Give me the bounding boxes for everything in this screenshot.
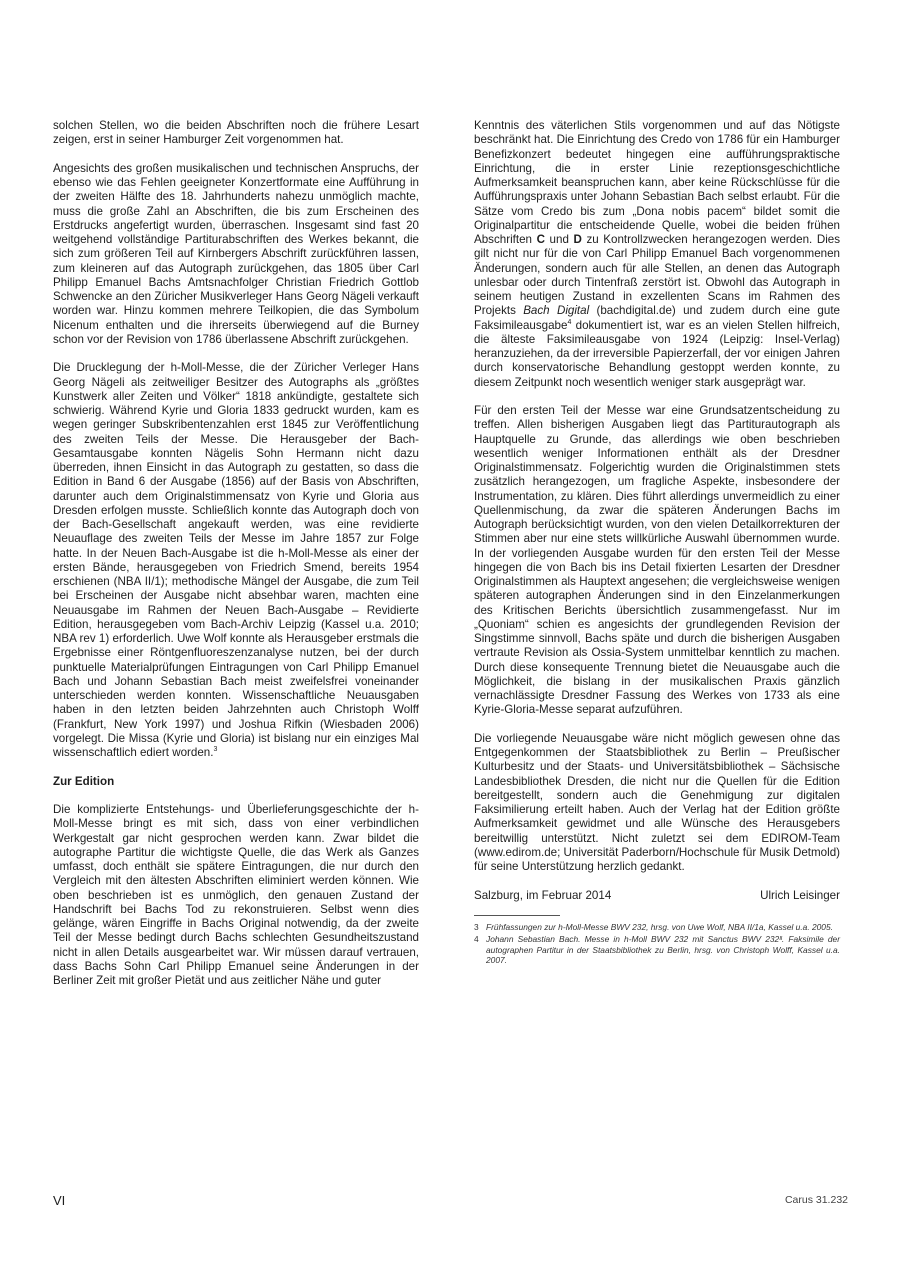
footnotes (474, 922, 840, 966)
signature-line (474, 889, 840, 903)
paragraph-sources-text-b: zu Kontrollzwecken herangezogen werden. Dies gilt nicht nur für die von Carl Philipp Emanuel Bach vorgenommenen Änderungen, sondern auch für alle Stellen, an denen das Autograph unlesbar oder durch Tintenfraß zerstört ist. Obwohl das Autograph in seinem heutigen Zustand in exzellenten Scans im Rahmen des Projekts (474, 233, 841, 318)
footnote-number: 3 (474, 921, 479, 932)
right-column (474, 119, 840, 967)
paragraph-acknowledgements: Die vorliegende Neuausgabe wäre nicht möglich gewesen ohne das Entgegenkommen der Staatsbibliothek zu Berlin – Preußischer Kulturbesitz und der Staats- und Universitätsbibliothek – Sächsische Landesbibliothek Dresden, die nicht nur die Quellen für die Edition bereitgestellt, sondern auch die Genehmigung zur digitalen Faksimilierung erteilt haben. Auch der Verlag hat der Edition größte Aufmerksamkeit gewidmet und alle Wünsche des Herausgebers bereitwillig unterstützt. Nicht zuletzt sei dem EDIROM-Team (www.edirom.de; Universität Paderborn/Hochschule für Musik Detmold) für seine Unterstützung herzlich gedankt. (474, 731, 840, 873)
place-date: Salzburg, im Februar 2014 (474, 888, 612, 902)
page-number: VI (53, 1193, 66, 1208)
paragraph-sources-text-c: (bachdigital.de) und zudem durch eine gute Faksimileausgabe (474, 304, 840, 332)
paragraph-sources (474, 119, 840, 390)
author-name: Ulrich Leisinger (760, 888, 840, 902)
paragraph-sources-text-a: Kenntnis des väterlichen Stils vorgenommen und auf das Nötigste beschränkt hat. Die Einrichtung des Credo von 1786 für ein Hamburger Benefizkonzert bedeutet hingegen eine aufführungspraktische Einrichtung, die in erster Linie rezeptionsgeschichtliche Aufmerksamkeit beanspruchen kann, aber keine Rückschlüsse für die Aufführungspraxis unter Johann Sebastian Bach selbst erlaubt. Für die Sätze vom Credo bis zum „Dona nobis pacem“ bildet somit die Originalpartitur die entscheidende Quelle, wobei die beiden frühen Abschriften (474, 119, 840, 246)
paragraph-sources-und: und (544, 233, 574, 246)
footnote (474, 922, 840, 932)
project-name: Bach Digital (523, 304, 590, 318)
section-heading-zur-edition: Zur Edition (53, 774, 115, 788)
footnote (474, 934, 840, 965)
footnote-text: Johann Sebastian Bach. Messe in h-Moll BWV 232 mit Sanctus BWV 232ᴵᴵ. Faksimile der autographen Partitur in der Staatsbibliothek zu Berlin, hrsg. von Christoph Wolff, Kassel u.a. 2007. (486, 934, 840, 965)
paragraph-publication-text: Die Drucklegung der h-Moll-Messe, die der Züricher Verleger Hans Georg Nägeli als zeitweiliger Besitzer des Autographs als „größtes Kunstwerk aller Zeiten und Völker“ 1818 ankündigte, gestaltete sich schwierig. Während Kyrie und Gloria 1833 gedruckt wurden, kam es wegen geringer Subskribentenzahlen erst 1845 zur Veröffentlichung des zweiten Teils der Messe. Die Herausgeber der Bach-Gesamtausgabe konnten Nägelis Sohn Hermann nicht dazu überreden, ihnen Einsicht in das Autograph zu gestatten, so dass die Edition in Band 6 der Ausgabe (1856) auf der Basis von Abschriften, darunter auch dem Originalstimmensatz von Kyrie und Gloria aus Dresden erfolgen musste. Schließlich konnte das Autograph doch von der Bach-Gesellschaft angekauft werden, was eine revidierte Neuauflage des zweiten Teils der Messe im Jahre 1857 zur Folge hatte. In der Neuen Bach-Ausgabe ist die h-Moll-Messe als einer der ersten Bände, herausgegeben von Friedrich Smend, bereits 1954 erschienen (NBA II/1); methodische Mängel der Ausgabe, die zum Teil bei Erscheinen der Ausgabe nicht absehbar waren, machten eine Neuausgabe im Rahmen der Neuen Bach-Ausgabe – Revidierte Edition, herausgegeben vom Bach-Archiv Leipzig (Kassel u.a. 2010; NBA rev 1) erforderlich. Uwe Wolf konnte als Herausgeber erstmals die Ergebnisse einer Röntgenfluoreszenzanalyse nutzen, bei der durch punktuelle Materialprüfungen Eintragungen von Carl Philipp Emanuel Bach und Johann Sebastian Bach meist zweifelsfrei voneinander unterschieden werden konnten. Wissenschaftliche Neuausgaben haben in den letzten beiden Jahrzehnten auch Christoph Wolff (Frankfurt, New York 1997) und Joshua Rifkin (Wiesbaden 2006) vorgelegt. Die Missa (Kyrie und Gloria) ist bislang nur ein einziges Mal wissenschaftlich ediert worden. (53, 361, 419, 759)
paragraph-edition: Die komplizierte Entstehungs- und Überlieferungsgeschichte der h-Moll-Messe bringt es mit sich, dass von einer verbindlichen Werkgestalt gar nicht gesprochen werden kann. Zwar bildet die autographe Partitur die wichtigste Quelle, die das Werk als Ganzes umfasst, doch enthält sie spätere Eintragungen, die nur durch den Vergleich mit den ältesten Abschriften eliminiert werden können. Wie oben beschrieben ist es unmöglich, den genauen Zustand der Handschrift bei Bachs Tod zu rekonstruieren. Selbst wenn dies gelänge, wären Eingriffe in Bachs Original notwendig, da der zweite Teil der Messe bedingt durch Bachs schlechten Gesundheitszustand nicht in allen Details ausgearbeitet war. Wir müssen darauf vertrauen, dass Bachs Sohn Carl Philipp Emanuel seine Änderungen in der Berliner Zeit mit großer Pietät und aus zeitlicher Nähe und guter (53, 803, 419, 987)
source-siglum-d: D (573, 233, 582, 246)
paragraph-sources-text-d: dokumentiert ist, war es an vielen Stellen hilfreich, die älteste Faksimileausgabe von 1924 (Leipzig: Insel-Verlag) heranzuziehen, da der irreversible Papierzerfall, der vor einigen Jahren durch konservatorische Behandlung gestoppt werden konnte, zu diesem Zeitpunkt noch wesentlich weniger stark ausgeprägt war. (474, 318, 840, 389)
paragraph-first-part: Für den ersten Teil der Messe war eine Grundsatzentscheidung zu treffen. Allen bisherigen Ausgaben liegt das Partiturautograph als Hauptquelle zu Grunde, das allerdings wie oben beschrieben wesentlich weniger Informationen enthält als der Dresdner Originalstimmensatz. Folgerichtig wurden die Originalstimmen stets zusätzlich herangezogen, um fragliche Aspekte, insbesondere der Instrumentation, zu klären. Dies führt allerdings unvermeidlich zu einer Quellenmischung, da zwar die späteren Änderungen Bachs im Autograph berücksichtigt wurden, von den vielen Detailkorrekturen der Stimmen aber nur eine stets willkürliche Auswahl übernommen wurde. In der vorliegenden Ausgabe wurden für den ersten Teil der Messe hingegen die von Bach bis ins Detail fixierten Lesarten der Dresdner Originalstimmen als Hauptext angesehen; die vergleichsweise wenigen späteren autographen Änderungen sind in den Einzelanmerkungen des Kritischen Berichts übersichtlich zusammengefasst. Nur im „Quoniam“ schien es angesichts der grundlegenden Revision der Singstimme sinnvoll, Bachs späte und durch die bisherigen Ausgaben vertraute Revision als Ossia-System unmittelbar kenntlich zu machen. Durch diese konsequente Trennung bietet die Neuausgabe auch die Möglichkeit, die bislang in der musikalischen Praxis gänzlich vernachlässigte Dresdner Fassung des Werkes von 1733 als eine Kyrie-Gloria-Messe separat aufzuführen. (474, 404, 840, 717)
catalog-number: Carus 31.232 (784, 1194, 848, 1206)
footnote-text: Frühfassungen zur h-Moll-Messe BWV 232, hrsg. von Uwe Wolf, NBA II/1a, Kassel u.a. 2005. (486, 921, 833, 932)
footnote-ref-3: 3 (213, 746, 218, 754)
paragraph-publication (53, 361, 419, 760)
footnote-number: 4 (474, 934, 479, 945)
paragraph-copies: Angesichts des großen musikalischen und technischen Anspruchs, der ebenso wie das Fehlen geeigneter Konzertformate eine Aufführung in der zweiten Hälfte des 18. Jahrhunderts nahezu unmöglich machte, muss die große Zahl an Abschriften, die bis zum Erscheinen des Erstdrucks angefertigt wurden, überraschen. Insgesamt sind fast 20 weitgehend vollständige Partiturabschriften des Werkes bekannt, die sich zum größeren Teil auf Kirnbergers Abschrift zurückführen lassen, zum kleineren auf das Autograph zurückgehen, das 1805 über Carl Philipp Emanuel Bachs Amtsnachfolger Christian Friedrich Gottlob Schwencke an den Züricher Musikverleger Hans Georg Nägeli verkauft worden war. Hinzu kommen mehrere Teilkopien, die das Symbolum Nicenum enthalten und die ihrerseits überwiegend auf die Burney schon vor der Revision von 1786 überlassene Abschrift zurückgehen. (53, 161, 419, 346)
left-column (53, 119, 419, 1003)
source-siglum-c: C (536, 233, 545, 246)
footnote-ref-4: 4 (567, 318, 572, 326)
paragraph-continuation: solchen Stellen, wo die beiden Abschriften noch die frühere Lesart zeigen, erst in seiner Hamburger Zeit vorgenommen hat. (53, 119, 419, 147)
footnote-rule (474, 915, 560, 916)
